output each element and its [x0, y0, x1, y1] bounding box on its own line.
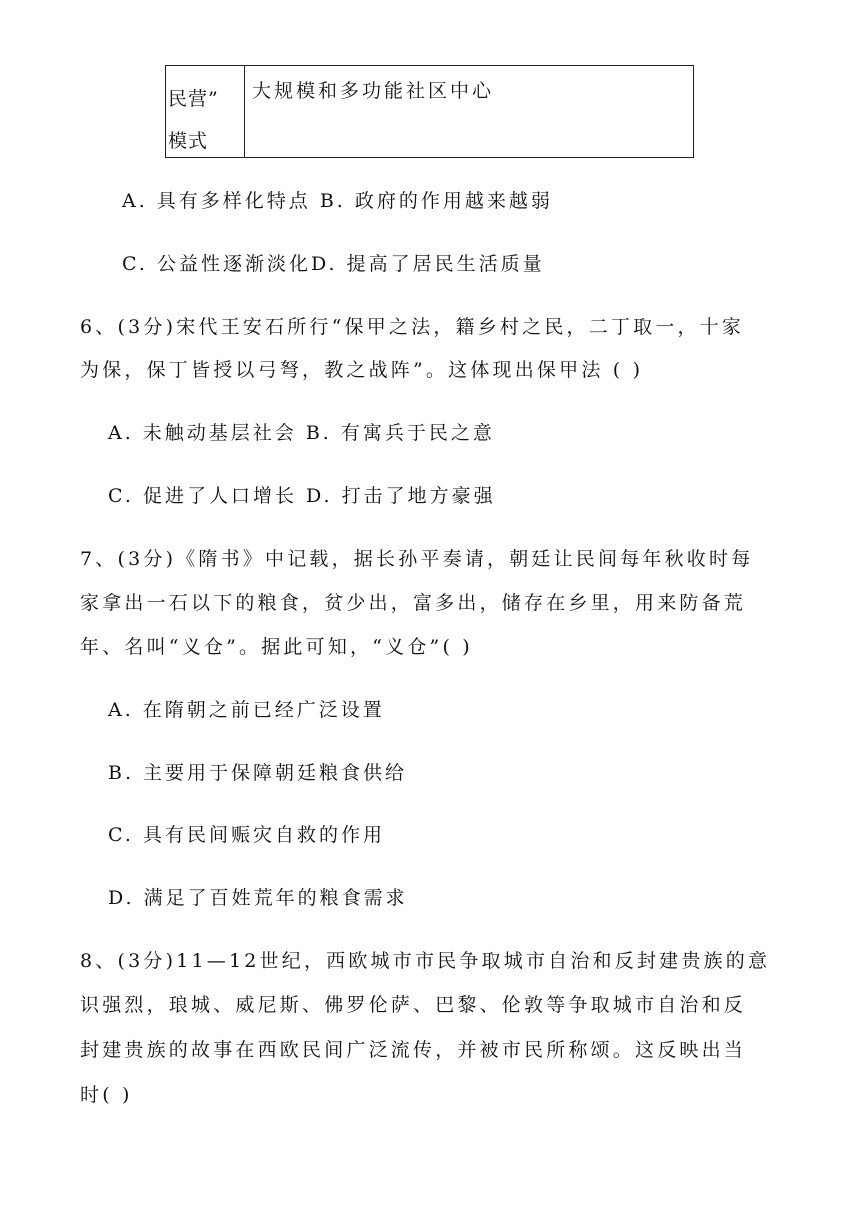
q8-stem-line-3: 封建贵族的故事在西欧民间广泛流传，并被市民所称颂。这反映出当: [80, 1039, 747, 1061]
q7-option-c: C. 具有民间赈灾自救的作用: [108, 824, 385, 846]
table-cell-model-label: [168, 78, 242, 162]
q6-stem-line-1: 6、(3分)宋代王安石所行“保甲之法，籍乡村之民，二丁取一，十家: [80, 316, 745, 338]
table-cell-description: 大规模和多功能社区中心: [252, 80, 495, 102]
q7-option-d: D. 满足了百姓荒年的粮食需求: [108, 887, 408, 909]
q6-stem-line-2: 为保，保丁皆授以弓弩，教之战阵”。这体现出保甲法 ( ): [80, 359, 644, 381]
q5-options-cd: C. 公益性逐渐淡化D. 提高了居民生活质量: [122, 253, 545, 275]
table-cell-line: 模式: [168, 130, 209, 152]
q6-options-ab: A. 未触动基层社会 B. 有寓兵于民之意: [108, 422, 495, 444]
q8-stem-line-4: 时( ): [80, 1084, 133, 1106]
community-model-table: [165, 65, 694, 158]
q8-stem-line-1: 8、(3分)11—12世纪，西欧城市市民争取城市自治和反封建贵族的意: [80, 950, 771, 972]
q7-option-b: B. 主要用于保障朝廷粮食供给: [108, 762, 408, 784]
q7-option-a: A. 在隋朝之前已经广泛设置: [108, 699, 385, 721]
q7-stem-line-1: 7、(3分)《隋书》中记载，据长孙平奏请，朝廷让民间每年秋收时每: [80, 548, 754, 570]
q8-stem-line-2: 识强烈，琅城、威尼斯、佛罗伦萨、巴黎、伦敦等争取城市自治和反: [80, 994, 747, 1016]
q5-options-ab: A. 具有多样化特点 B. 政府的作用越来越弱: [122, 190, 553, 212]
q6-options-cd: C. 促进了人口增长 D. 打击了地方豪强: [108, 485, 496, 507]
q7-stem-line-2: 家拿出一石以下的粮食，贫少出，富多出，储存在乡里，用来防备荒: [80, 592, 747, 614]
table-divider: [244, 66, 245, 157]
table-cell-line: 民营”: [168, 88, 219, 110]
q7-stem-line-3: 年、名叫“义仓”。据此可知，“义仓”( ): [80, 636, 473, 658]
